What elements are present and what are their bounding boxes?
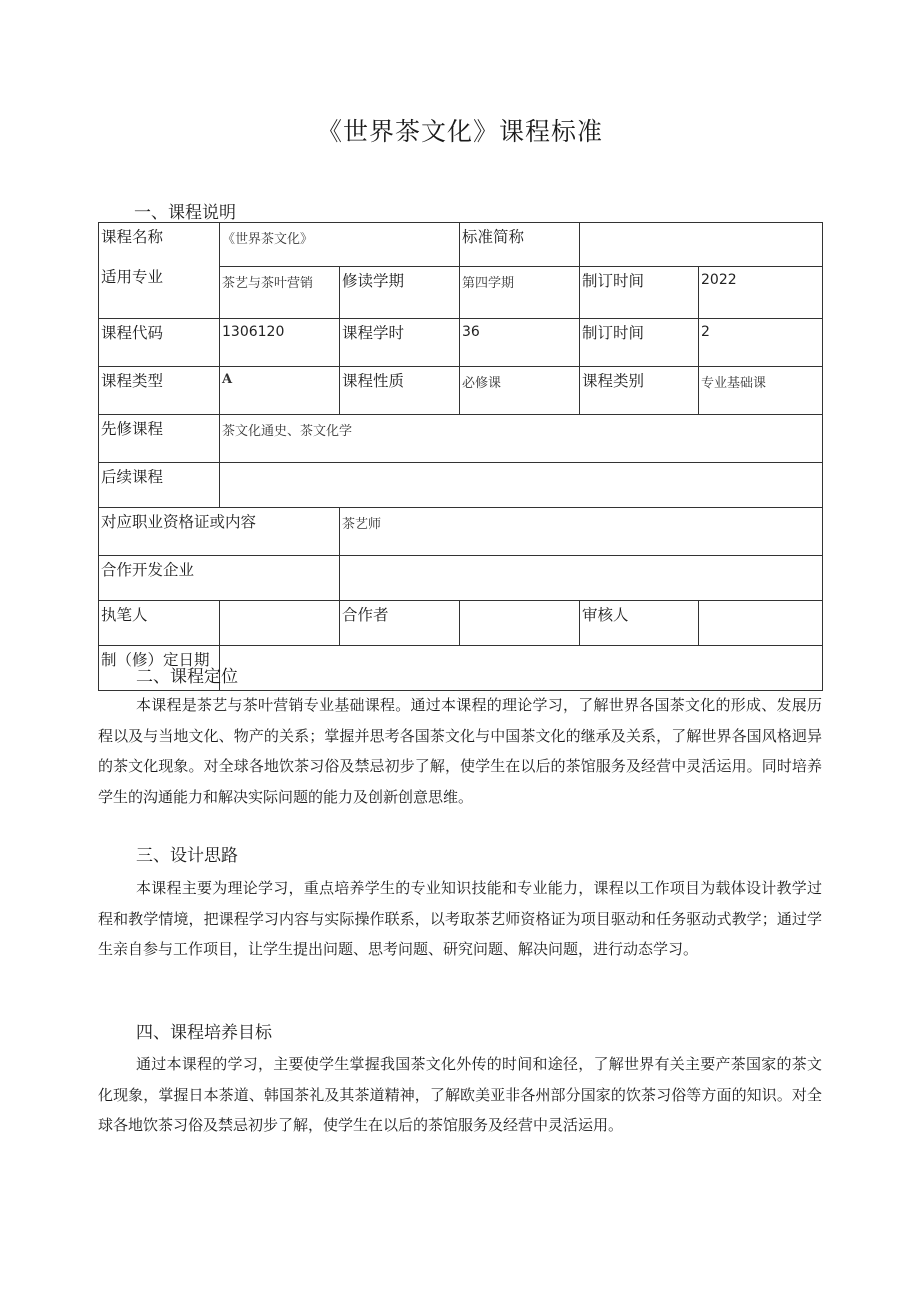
- course-name-value: 《世界茶文化》: [220, 223, 460, 267]
- major-label: 适用专业: [101, 268, 164, 286]
- collaborator-value: [460, 601, 580, 646]
- prereq-label: 先修课程: [99, 415, 220, 463]
- semester-value: 第四学期: [460, 267, 580, 319]
- course-positioning-paragraph: 本课程是茶艺与茶叶营销专业基础课程。通过本课程的理论学习，了解世界各国茶文化的形成、发展历程以及与当地文化、物产的关系；掌握并思考各国茶文化与中国茶文化的继承及关系，了解世界各国风格迥异的茶文化现象。对全球各地饮茶习俗及禁忌初步了解，使学生在以后的茶馆服务及经营中灵活运用。同时培养学生的沟通能力和解决实际问题的能力及创新创意思维。: [98, 696, 822, 806]
- section-heading-design-approach: 三、设计思路: [136, 846, 238, 866]
- table-row: [99, 415, 823, 463]
- table-row: [99, 367, 823, 415]
- course-hours-value: 36: [460, 319, 580, 367]
- table-row: [99, 601, 823, 646]
- course-category-label: 课程类别: [580, 367, 699, 415]
- cert-label: 对应职业资格证或内容: [99, 508, 340, 556]
- made-time-value: 2022: [699, 267, 823, 319]
- course-code-label: 课程代码: [99, 319, 220, 367]
- table-row: [99, 223, 823, 267]
- date-label: 制（修）定日期: [99, 646, 220, 691]
- follow-label: 后续课程: [99, 463, 220, 508]
- course-info-table: [98, 222, 823, 691]
- page-title: 《世界茶文化》课程标准: [316, 117, 603, 146]
- section-heading-course-description: 一、课程说明: [134, 203, 236, 223]
- writer-value: [220, 601, 340, 646]
- date-value: [220, 646, 823, 691]
- partner-value: [340, 556, 823, 601]
- table-row: [99, 319, 823, 367]
- course-code-value: 1306120: [220, 319, 340, 367]
- section-heading-course-positioning: 二、课程定位: [136, 667, 238, 687]
- course-name-label: [99, 223, 220, 319]
- made-time-label-2: 制订时间: [580, 319, 699, 367]
- course-nature-value: 必修课: [460, 367, 580, 415]
- design-approach-paragraph: 本课程主要为理论学习，重点培养学生的专业知识技能和专业能力，课程以工作项目为载体设计教学过程和教学情境，把课程学习内容与实际操作联系，以考取茶艺师资格证为项目驱动和任务驱动式教学；通过学生亲自参与工作项目，让学生提出问题、思考问题、研究问题、解决问题，进行动态学习。: [98, 879, 822, 958]
- follow-value: [220, 463, 823, 508]
- course-type-label: 课程类型: [99, 367, 220, 415]
- reviewer-label: 审核人: [580, 601, 699, 646]
- table-row: [99, 508, 823, 556]
- standard-short-value: [580, 223, 823, 267]
- course-type-value: A: [220, 367, 340, 415]
- reviewer-value: [699, 601, 823, 646]
- table-row: [99, 463, 823, 508]
- course-category-value: 专业基础课: [699, 367, 823, 415]
- writer-label: 执笔人: [99, 601, 220, 646]
- made-time-value-2: 2: [699, 319, 823, 367]
- made-time-label: 制订时间: [580, 267, 699, 319]
- partner-label: 合作开发企业: [99, 556, 340, 601]
- label-text: 课程名称: [101, 228, 164, 246]
- major-value: 茶艺与茶叶营销: [220, 267, 340, 319]
- standard-short-label: 标准简称: [460, 223, 580, 267]
- section-heading-training-goals: 四、课程培养目标: [136, 1023, 272, 1043]
- course-nature-label: 课程性质: [340, 367, 460, 415]
- collaborator-label: 合作者: [340, 601, 460, 646]
- course-hours-label: 课程学时: [340, 319, 460, 367]
- training-goals-paragraph: 通过本课程的学习，主要使学生掌握我国茶文化外传的时间和途径，了解世界有关主要产茶国家的茶文化现象，掌握日本茶道、韩国茶礼及其茶道精神，了解欧美亚非各州部分国家的饮茶习俗等方面的知识。对全球各地饮茶习俗及禁忌初步了解，使学生在以后的茶馆服务及经营中灵活运用。: [98, 1055, 822, 1134]
- table-row: [99, 556, 823, 601]
- prereq-value: 茶文化通史、茶文化学: [220, 415, 823, 463]
- semester-label: 修读学期: [340, 267, 460, 319]
- cert-value: 茶艺师: [340, 508, 823, 556]
